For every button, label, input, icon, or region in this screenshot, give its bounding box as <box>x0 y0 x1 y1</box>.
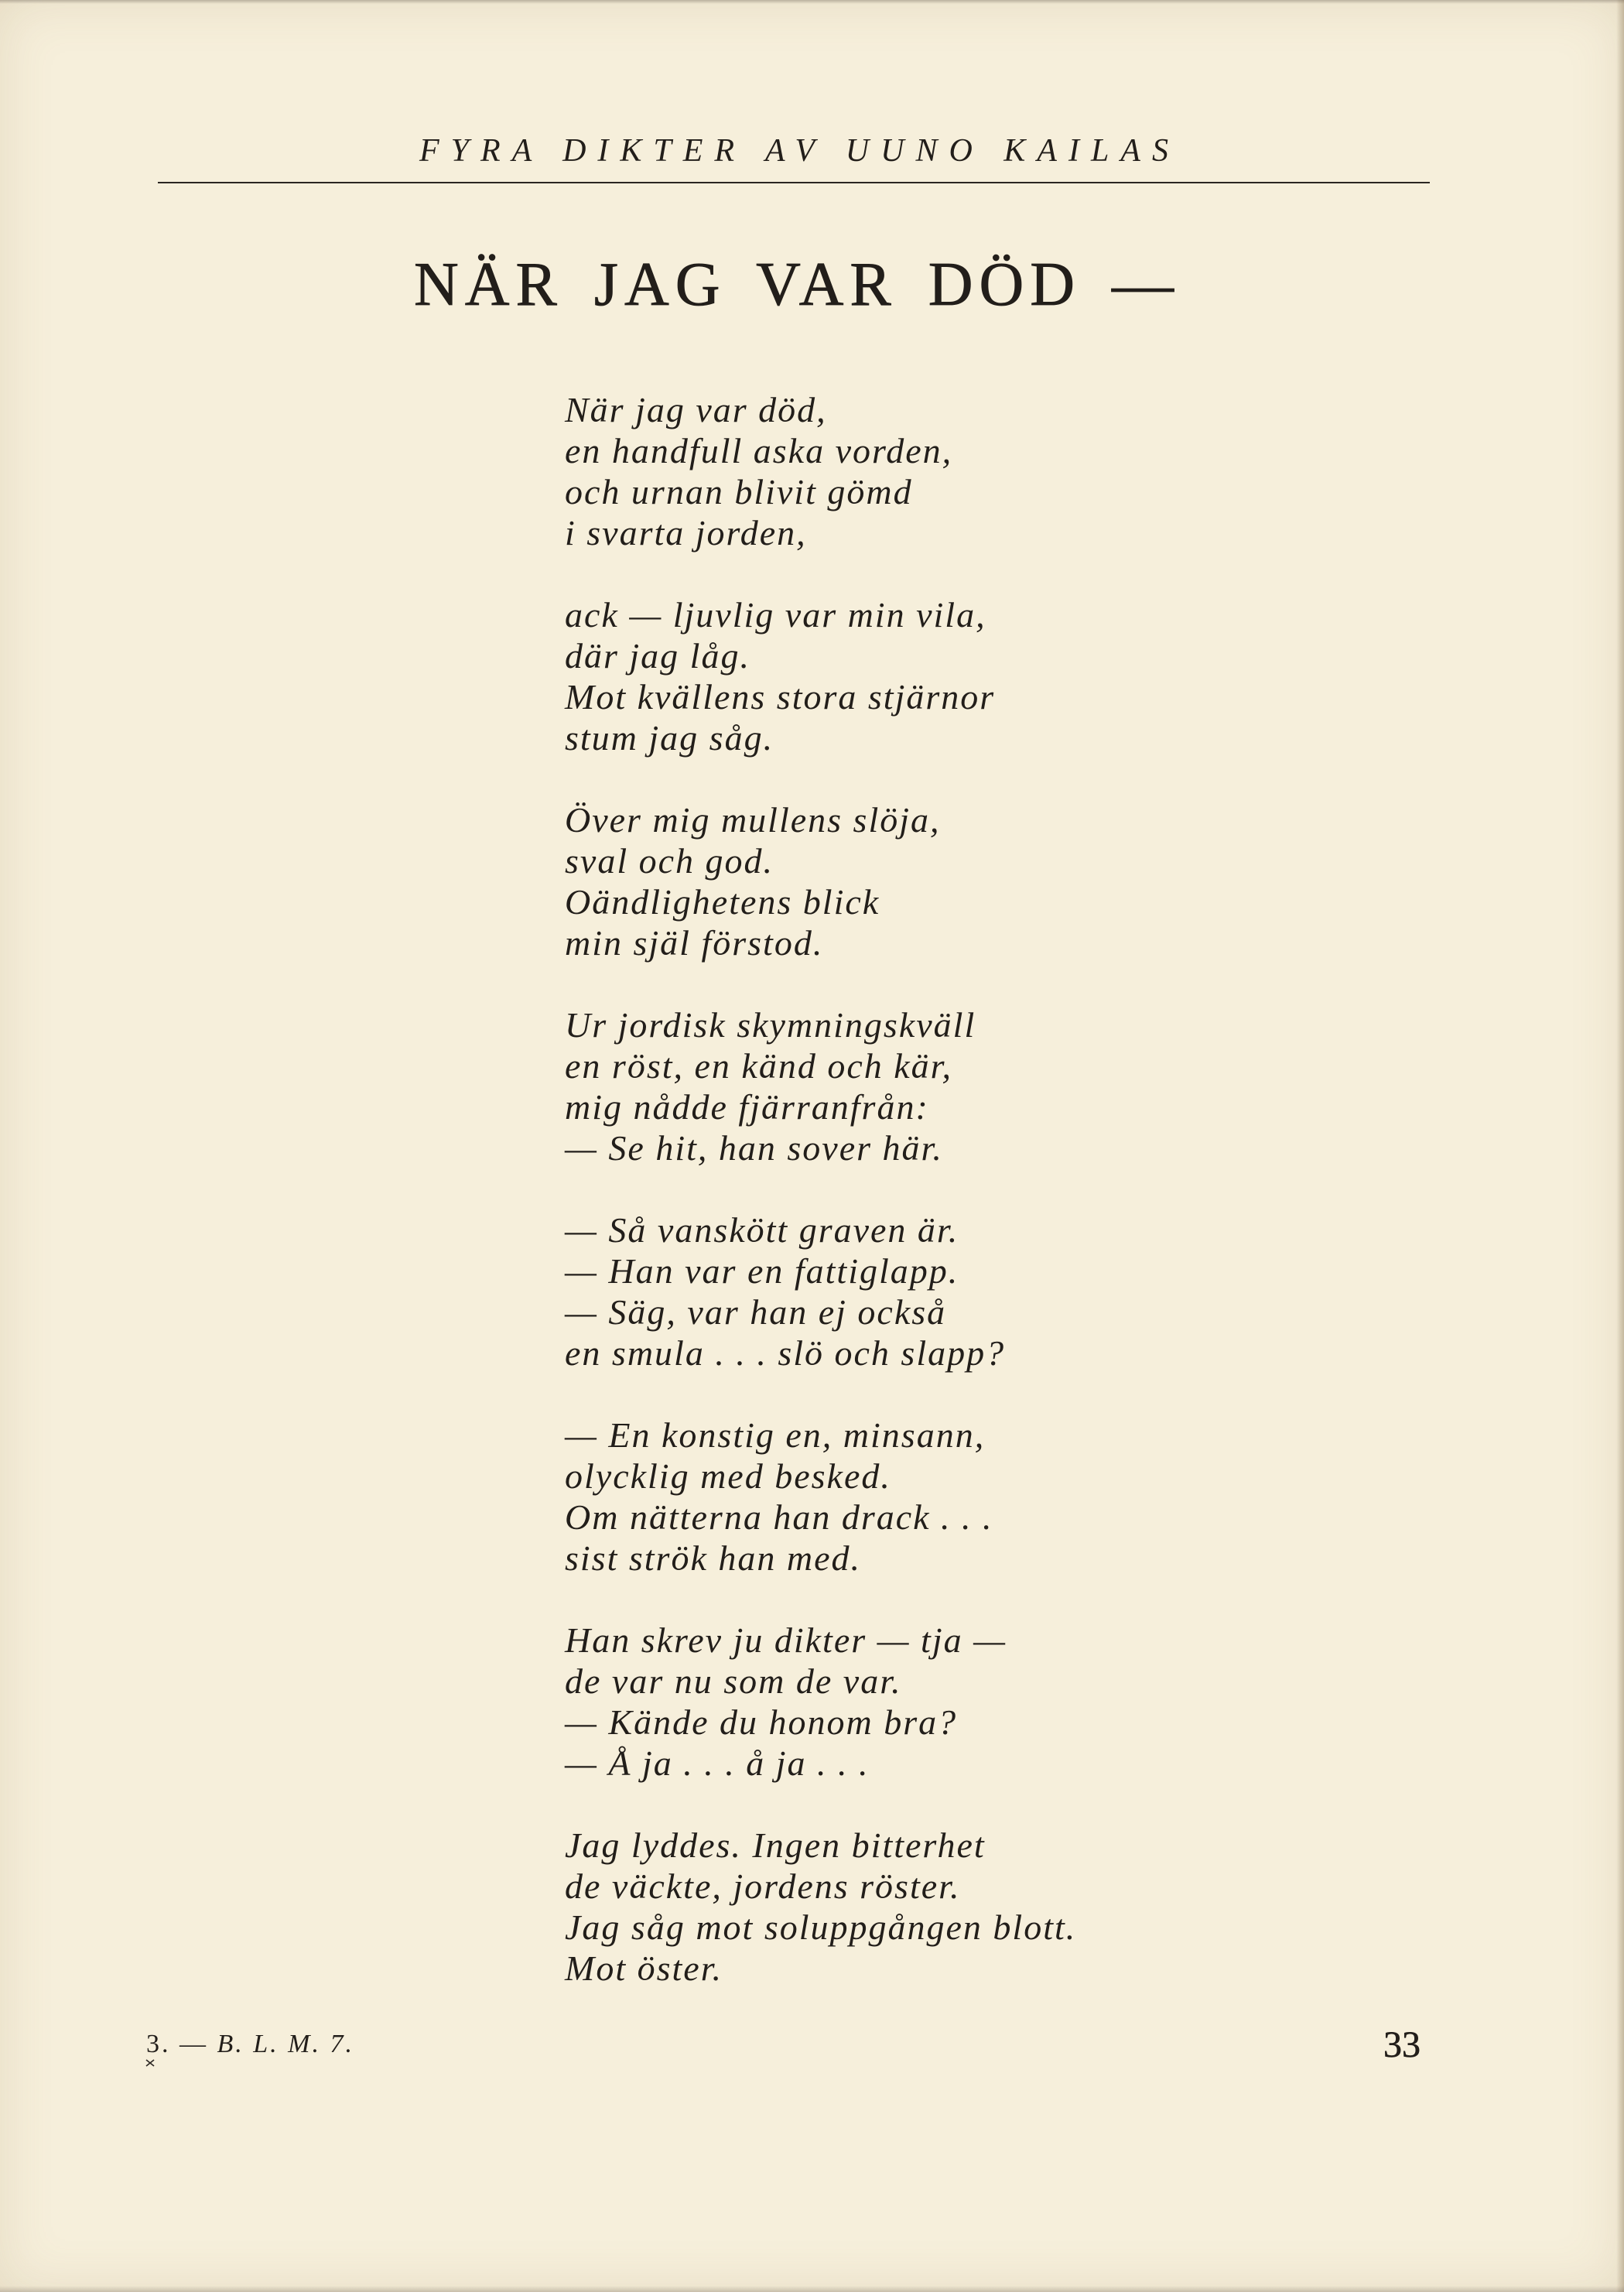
poem-stanza-4 <box>565 1004 1076 1168</box>
poem-line: stum jag såg. <box>565 718 774 758</box>
poem-line: Jag lyddes. Ingen bitterhet <box>565 1825 986 1865</box>
poem-line: Han skrev ju dikter — tja — <box>565 1620 1007 1660</box>
printer-mark-icon <box>145 2059 156 2067</box>
poem-line: en smula . . . slö och slapp? <box>565 1333 1006 1373</box>
poem-line: När jag var död, <box>565 390 827 429</box>
poem-stanza-3 <box>565 799 1076 963</box>
poem-line: en handfull aska vorden, <box>565 431 953 470</box>
poem-line: ack — ljuvlig var min vila, <box>565 595 986 635</box>
scan-edge-right <box>1616 0 1624 2292</box>
poem-stanza-5 <box>565 1209 1076 1373</box>
poem-stanza-6 <box>565 1415 1076 1579</box>
poem-line: de var nu som de var. <box>565 1661 902 1701</box>
poem-line: — Se hit, han sover här. <box>565 1128 943 1168</box>
poem-line: — Han var en fattiglapp. <box>565 1251 959 1291</box>
poem-stanza-8 <box>565 1825 1076 1989</box>
poem-line: Jag såg mot soluppgången blott. <box>565 1907 1077 1947</box>
poem-line: Om nätterna han drack . . . <box>565 1497 993 1537</box>
signature-journal: B. L. M. 7. <box>217 2030 354 2058</box>
poem-line: i svarta jorden, <box>565 513 807 552</box>
scan-edge-top <box>0 0 1624 4</box>
page-number: 33 <box>1383 2024 1421 2065</box>
poem-line: en röst, en känd och kär, <box>565 1046 952 1086</box>
poem-stanza-1 <box>565 389 1076 553</box>
poem-line: min själ förstod. <box>565 923 824 963</box>
poem-line: Över mig mullens slöja, <box>565 800 941 840</box>
poem-line: sist strök han med. <box>565 1538 861 1578</box>
poem-line: — Kände du honom bra? <box>565 1702 958 1742</box>
poem-title: NÄR JAG VAR DÖD — <box>413 251 1181 319</box>
poem-line: Mot kvällens stora stjärnor <box>565 677 996 717</box>
poem-body <box>565 389 1076 1989</box>
poem-line: och urnan blivit gömd <box>565 472 913 511</box>
printer-signature <box>146 2031 354 2058</box>
scan-edge-bottom <box>0 2286 1624 2292</box>
running-head: FYRA DIKTER AV UUNO KAILAS <box>419 133 1180 169</box>
header-rule <box>158 182 1430 183</box>
poem-line: — En konstig en, minsann, <box>565 1415 986 1455</box>
poem-line: Oändlighetens blick <box>565 882 880 922</box>
poem-line: — Så vanskött graven är. <box>565 1210 959 1250</box>
poem-stanza-2 <box>565 594 1076 758</box>
signature-prefix: 3. — <box>146 2030 208 2058</box>
poem-line: — Å ja . . . å ja . . . <box>565 1743 870 1783</box>
poem-stanza-7 <box>565 1620 1076 1784</box>
poem-line: sval och god. <box>565 841 774 881</box>
poem-line: de väckte, jordens röster. <box>565 1866 961 1906</box>
poem-line: där jag låg. <box>565 636 750 676</box>
poem-line: olycklig med besked. <box>565 1456 891 1496</box>
poem-line: — Säg, var han ej också <box>565 1292 947 1332</box>
poem-line: mig nådde fjärranfrån: <box>565 1087 929 1127</box>
poem-line: Ur jordisk skymningskväll <box>565 1005 976 1045</box>
poem-line: Mot öster. <box>565 1948 723 1988</box>
